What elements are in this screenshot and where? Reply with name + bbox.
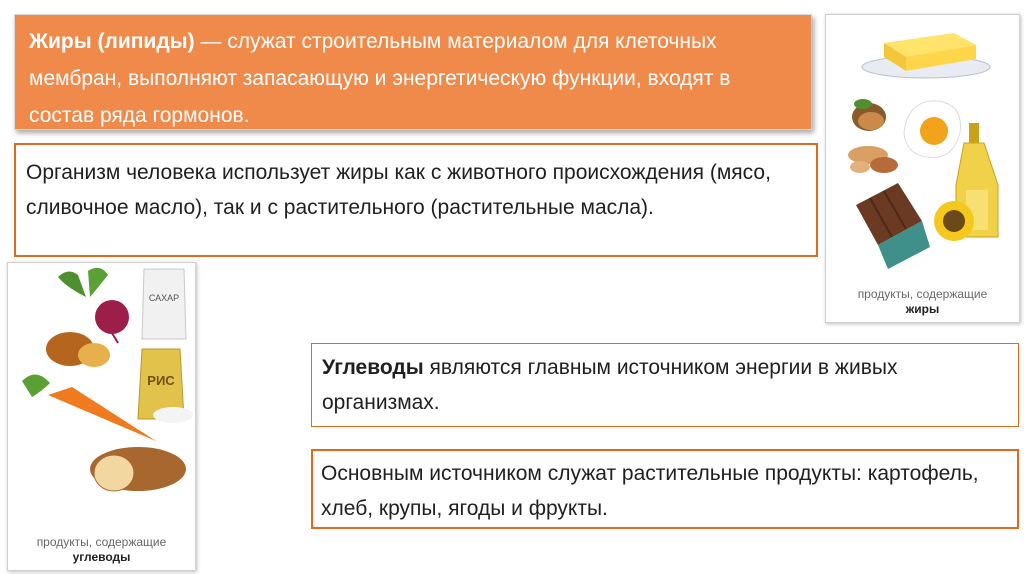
fats-card-caption: [826, 287, 1019, 317]
fats-products-illustration: [826, 15, 1021, 324]
sugar-label: САХАР: [148, 293, 180, 303]
fats-caption-line2: жиры: [905, 302, 940, 316]
carbs-definition-box: [311, 343, 1019, 427]
carbs-products-card: [7, 262, 196, 571]
carbs-caption-line2: углеводы: [72, 550, 131, 564]
fats-usage-box: [14, 143, 818, 257]
fats-products-card: [825, 14, 1020, 323]
peanuts-icon: [848, 146, 898, 173]
fats-definition-text: — служат строительным материалом для клеточных мембран, выполняют запасающую и энергетическую функции, входят в состав ряда гормонов.: [29, 30, 731, 127]
bread-icon: [90, 447, 186, 491]
sugar-bag-icon: [142, 269, 186, 339]
rice-bag-icon: [138, 349, 193, 423]
carbs-sources-text: Основным источником служат растительные продукты: картофель, хлеб, крупы, ягоды и фрукты.: [321, 462, 979, 520]
butter-icon: [862, 33, 990, 78]
rice-label: РИС: [147, 373, 175, 388]
carbs-card-caption: [8, 535, 195, 565]
carrot-icon: [22, 374, 156, 441]
fats-definition-box: [14, 14, 812, 130]
walnut-icon: [852, 99, 886, 131]
egg-icon: [904, 101, 961, 158]
potato-icon: [46, 332, 110, 367]
carbs-definition-text: являются главным источником энергии в живых организмах.: [322, 356, 898, 414]
carbs-caption-line1: продукты, содержащие: [36, 535, 167, 549]
chocolate-icon: [856, 183, 930, 269]
carbs-sources-box: [311, 449, 1019, 529]
fats-caption-line1: продукты, содержащие: [857, 287, 988, 301]
fats-term: Жиры (липиды): [29, 30, 195, 53]
carbs-products-illustration: [8, 263, 197, 572]
fats-usage-text: Организм человека использует жиры как с животного происхождения (мясо, сливочное масло), так и с растительного (растительные масла).: [26, 161, 771, 219]
sunflower-icon: [934, 201, 974, 241]
carbs-term: Углеводы: [322, 356, 424, 379]
beet-icon: [58, 268, 129, 343]
